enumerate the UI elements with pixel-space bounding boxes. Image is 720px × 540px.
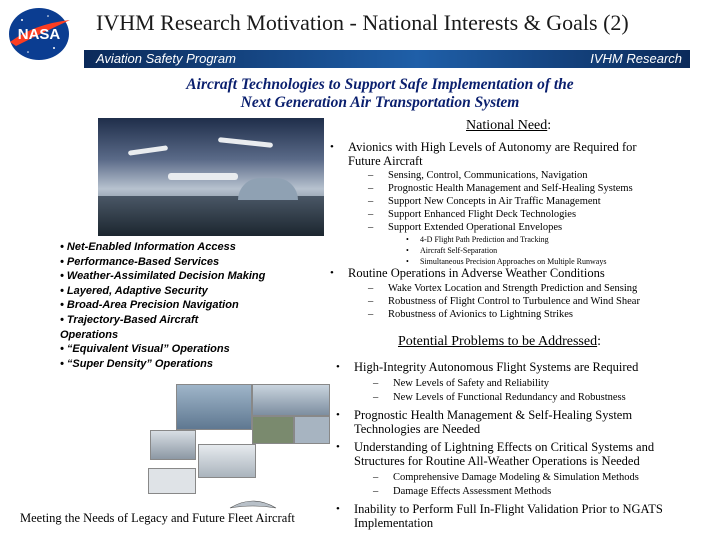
weather-subitem: – Robustness of Avionics to Lightning Strikes [368, 309, 574, 320]
problem-bullet-line: High-Integrity Autonomous Flight Systems are Required [354, 360, 639, 374]
business-jet-photo [198, 444, 256, 478]
fighter-jet-photo [176, 384, 252, 430]
subtitle-line-1: Aircraft Technologies to Support Safe Implementation of the [186, 76, 574, 93]
small-jet-photo [148, 468, 196, 494]
problem-subitem: – New Levels of Functional Redundancy and Robustness [373, 392, 626, 403]
problems-heading [398, 334, 601, 350]
band-right-label: IVHM Research [590, 51, 682, 66]
problem-bullet-line: Inability to Perform Full In-Flight Validation Prior to NGATS [354, 502, 663, 516]
envelope-subitem-text: Aircraft Self-Separation [420, 246, 498, 255]
problem-bullet: • High-Integrity Autonomous Flight Systems are Required [354, 360, 694, 374]
need-bullet-line: Routine Operations in Adverse Weather Conditions [348, 266, 605, 280]
problem-subitem: – New Levels of Safety and Reliability [373, 378, 549, 389]
national-need-heading [466, 118, 551, 134]
weather-subitem: – Wake Vortex Location and Strength Prediction and Sensing [368, 283, 638, 294]
need-bullet-line: Avionics with High Levels of Autonomy are Required for [348, 140, 637, 154]
problems-heading-colon: : [597, 334, 601, 349]
envelope-subitem: • 4-D Flight Path Prediction and Tracking [406, 235, 549, 244]
fleet-aircraft-collage [140, 382, 330, 502]
problem-bullet: • Inability to Perform Full In-Flight Validation Prior to NGATS Implementation [354, 502, 704, 530]
weather-subitem-text: Robustness of Flight Control to Turbulence and Wind Shear [388, 296, 640, 307]
slide-subtitle [100, 76, 660, 112]
national-need-heading-text: National Need [466, 118, 548, 133]
need-bullet-weather: • Routine Operations in Adverse Weather Conditions [348, 266, 688, 280]
airliner-photo [294, 416, 330, 444]
nasa-logo-text: NASA [17, 26, 61, 43]
capability-item: • Weather-Assimilated Decision Making [60, 270, 266, 283]
fleet-caption: Meeting the Needs of Legacy and Future Fleet Aircraft [20, 511, 295, 525]
future-airport-image [98, 118, 324, 236]
avionics-subitem: – Support Extended Operational Envelopes [368, 222, 563, 233]
envelope-subitem-text: Simultaneous Precision Approaches on Multiple Runways [420, 257, 607, 266]
avionics-subitem: – Sensing, Control, Communications, Navigation [368, 170, 588, 181]
capability-item: • “Equivalent Visual” Operations [60, 343, 230, 356]
program-band [84, 50, 690, 68]
avionics-subitem: – Support Enhanced Flight Deck Technologies [368, 209, 577, 220]
envelope-subitem-text: 4-D Flight Path Prediction and Tracking [420, 235, 549, 244]
problem-subitem-text: New Levels of Safety and Reliability [393, 378, 549, 389]
national-need-heading-colon: : [547, 118, 552, 133]
envelope-subitem: • Aircraft Self-Separation [406, 246, 498, 255]
avionics-subitem-text: Support Enhanced Flight Deck Technologies [388, 209, 577, 220]
capability-item: • Performance-Based Services [60, 255, 220, 268]
avionics-subitem-text: Prognostic Health Management and Self-Healing Systems [388, 183, 633, 194]
problem-bullet-line: Technologies are Needed [354, 422, 481, 436]
problem-bullet-line: Prognostic Health Management & Self-Healing System [354, 408, 633, 422]
need-bullet-line: Future Aircraft [348, 154, 423, 168]
cockpit-photo [252, 384, 330, 416]
avionics-subitem: – Support New Concepts in Air Traffic Management [368, 196, 601, 207]
problem-bullet-line: Understanding of Lightning Effects on Critical Systems and [354, 440, 655, 454]
capability-item: • Layered, Adaptive Security [60, 284, 208, 297]
weather-subitem-text: Wake Vortex Location and Strength Prediction and Sensing [388, 283, 638, 294]
problem-bullet-line: Implementation [354, 516, 434, 530]
capability-item: • “Super Density” Operations [60, 357, 213, 370]
drone-photo [150, 430, 196, 460]
nasa-logo [4, 6, 74, 62]
weather-subitem: – Robustness of Flight Control to Turbulence and Wind Shear [368, 296, 640, 307]
helicopter-photo [252, 416, 294, 444]
capability-item: • Trajectory-Based Aircraft [60, 313, 199, 326]
problem-bullet-line: Structures for Routine All-Weather Operations is Needed [354, 454, 640, 468]
capability-item: • Net-Enabled Information Access [60, 241, 236, 253]
problem-subitem-text: Comprehensive Damage Modeling & Simulation Methods [393, 472, 639, 483]
problem-bullet: • Prognostic Health Management & Self-Healing System Technologies are Needed [354, 408, 694, 436]
problems-heading-text: Potential Problems to be Addressed [398, 334, 598, 349]
problem-bullet: • Understanding of Lightning Effects on Critical Systems and Structures for Routine All-Weather Operations is Needed [354, 440, 698, 468]
page-title: IVHM Research Motivation - National Interests & Goals (2) [96, 10, 629, 35]
problem-subitem-text: Damage Effects Assessment Methods [393, 486, 552, 497]
band-left-label: Aviation Safety Program [96, 51, 236, 66]
subtitle-line-2: Next Generation Air Transportation System [240, 94, 520, 111]
capability-item: • Broad-Area Precision Navigation [60, 299, 239, 312]
avionics-subitem-text: Support New Concepts in Air Traffic Management [388, 196, 601, 207]
capability-item: Operations [60, 328, 119, 341]
problem-subitem: – Comprehensive Damage Modeling & Simulation Methods [373, 472, 639, 483]
envelope-subitem: • Simultaneous Precision Approaches on Multiple Runways [406, 257, 607, 266]
avionics-subitem: – Prognostic Health Management and Self-Healing Systems [368, 183, 633, 194]
problem-subitem: – Damage Effects Assessment Methods [373, 486, 552, 497]
avionics-subitem-text: Support Extended Operational Envelopes [388, 222, 563, 233]
need-bullet-avionics: • Avionics with High Levels of Autonomy are Required for Future Aircraft [348, 140, 688, 168]
problem-subitem-text: New Levels of Functional Redundancy and Robustness [393, 392, 626, 403]
ngats-capabilities-list [60, 240, 296, 371]
weather-subitem-text: Robustness of Avionics to Lightning Strikes [388, 309, 574, 320]
avionics-subitem-text: Sensing, Control, Communications, Navigation [388, 170, 588, 181]
